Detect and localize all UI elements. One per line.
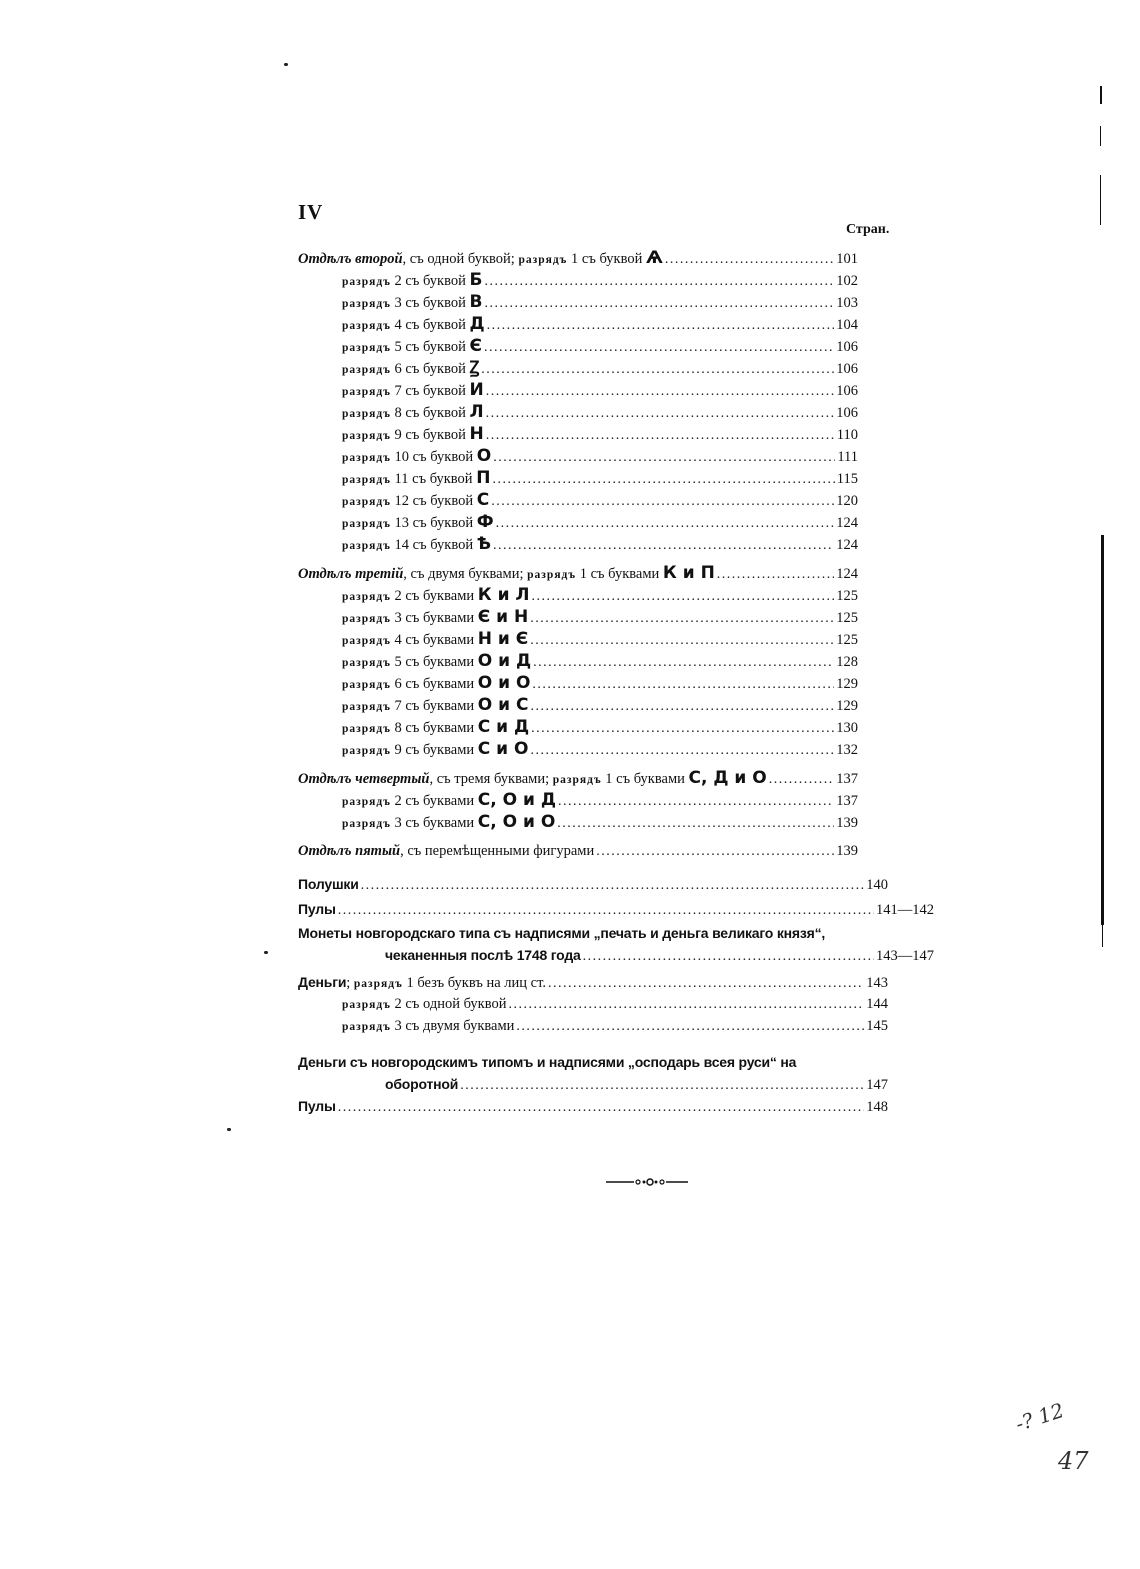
section-label: Отдѣлъ второй [298,251,403,267]
razryad-label: разрядъ [342,320,391,332]
toc-entry [342,716,858,738]
razryad-number: 13 съ буквой [394,515,474,531]
dot-leader [532,586,835,608]
razryad-label: разрядъ [342,591,391,603]
razryad-number: 2 съ буквой [394,273,466,289]
page-ref: 129 [836,698,858,714]
page-ref: 137 [836,793,858,809]
toc-section-5-heading [298,840,858,862]
page-ref: 147 [866,1077,888,1093]
letter-glyph: П [476,468,491,488]
section-label: Отдѣлъ пятый [298,843,401,859]
razryad-number: 3 съ буквами [394,610,475,626]
toc-entry [342,606,858,628]
razryad-number: 3 съ буквами [394,815,475,831]
razryad-label: разрядъ [342,452,391,464]
dot-leader [508,994,864,1016]
razryad-label: разрядъ [342,723,391,735]
toc-section-3-heading [298,562,858,584]
page-column-header: Стран. [846,222,890,237]
page-ref: 110 [836,427,858,443]
dot-leader [484,271,834,293]
toc-monety-line2 [385,944,934,966]
razryad-number: 4 съ буквой [394,317,466,333]
section-rest: , съ тремя буквами; [429,771,550,787]
scan-edge-mark [1102,925,1103,947]
page-ref: 128 [836,654,858,670]
page-ref: 148 [866,1099,888,1115]
dot-leader [596,841,834,863]
dot-leader [665,249,834,271]
page-number: IV [298,200,324,224]
section-label: Отдѣлъ третій [298,566,404,582]
razryad-label: разрядъ [342,276,391,288]
razryad-label: разрядъ [342,386,391,398]
razryad-text: 1 безъ буквъ на лиц ст. [406,975,546,991]
razryad-label: разрядъ [552,774,602,786]
razryad-number: 1 съ буквой [571,251,643,267]
dot-leader [492,469,834,491]
letter-glyph: Н [469,424,484,444]
razryad-label: разрядъ [342,999,391,1011]
dot-leader [484,293,834,315]
letter-glyph: О и С [477,695,529,715]
letter-glyph: Л [469,402,484,422]
dot-leader [491,491,834,513]
razryad-label: разрядъ [342,1021,391,1033]
entry-title: Деньги [298,974,347,990]
toc-entry [342,789,858,811]
dot-leader [486,403,835,425]
page-ref: 111 [837,449,858,465]
page-ref: 106 [836,405,858,421]
page-ref: 145 [866,1018,888,1034]
handwritten-number: 47 [1058,1447,1089,1475]
razryad-number: 2 съ буквами [394,588,475,604]
letter-glyph: В [469,292,483,312]
razryad-number: 4 съ буквами [394,632,475,648]
letter-glyph: С, О и О [477,812,556,832]
razryad-label: разрядъ [353,978,403,990]
letter-glyph: К и П [662,563,715,583]
toc-entry [342,357,858,379]
toc-entry [342,811,858,833]
page-ref: 140 [866,877,888,893]
razryad-number: 8 съ буквами [394,720,475,736]
razryad-label: разрядъ [342,818,391,830]
razryad-label: разрядъ [342,613,391,625]
letter-glyph: С и О [477,739,529,759]
letter-glyph: Є [469,336,482,356]
razryad-label: разрядъ [342,518,391,530]
letter-glyph: Ѣ [476,534,492,554]
page-ref: 106 [836,339,858,355]
razryad-number: 11 съ буквой [394,471,473,487]
entry-title: оборотной [385,1076,459,1092]
page-ref: 139 [836,843,858,859]
razryad-number: 14 съ буквой [394,537,474,553]
entry-text [298,767,767,791]
page-ref: 137 [836,771,858,787]
dot-leader [481,359,834,381]
razryad-number: 7 съ буквой [394,383,466,399]
dot-leader [460,1075,864,1097]
section-label: Отдѣлъ четвертый [298,771,430,787]
toc-entry [342,401,858,423]
entry-title: Полушки [298,876,359,892]
page-ref: 143 [866,975,888,991]
toc-entry [342,584,858,606]
razryad-text: 2 съ одной буквой [394,996,507,1012]
dot-leader [493,447,835,469]
razryad-label: разрядъ [342,408,391,420]
razryad-number: 1 съ буквами [605,771,685,787]
scan-speck [284,63,288,66]
toc-entry [342,694,858,716]
scan-edge-mark [1100,86,1102,104]
toc-puly-2 [298,1095,888,1117]
dot-leader [532,674,834,696]
letter-glyph: Н и Є [477,629,529,649]
entry-text [298,247,663,271]
toc-entry [342,533,858,555]
dot-leader [516,1016,864,1038]
dot-leader [487,315,835,337]
page-ref: 132 [836,742,858,758]
scan-edge-mark [1101,535,1104,925]
toc-entry [342,291,858,313]
letter-glyph: О и Д [477,651,532,671]
page-ref: 125 [836,610,858,626]
scan-edge-mark [1100,175,1101,225]
page-ref: 115 [836,471,858,487]
dot-leader [558,791,834,813]
dot-leader [531,718,834,740]
toc-entry [342,379,858,401]
dot-leader [484,337,834,359]
page-ref: 124 [836,537,858,553]
razryad-number: 2 съ буквами [394,793,475,809]
toc-entry [342,650,858,672]
toc-section-2-heading [298,247,858,269]
page-ref: 125 [836,632,858,648]
razryad-number: 5 съ буквой [394,339,466,355]
entry-text [298,562,715,586]
razryad-number: 5 съ буквами [394,654,475,670]
razryad-label: разрядъ [342,430,391,442]
razryad-label: разрядъ [342,298,391,310]
letter-glyph: Є и Н [477,607,529,627]
dot-leader [548,973,864,995]
dot-leader [338,900,874,922]
page-ref: 141—142 [876,902,934,918]
ornament-divider [606,1172,688,1192]
letter-glyph: Ѧ [645,248,663,268]
section-rest: , съ одной буквой; [402,251,515,267]
razryad-label: разрядъ [342,679,391,691]
dot-leader [493,535,834,557]
toc-entry [342,993,888,1015]
dot-leader [496,513,835,535]
dot-leader [338,1097,865,1119]
page-ref: 130 [836,720,858,736]
page-ref: 102 [836,273,858,289]
page-ref: 124 [836,515,858,531]
page-ref: 124 [836,566,858,582]
dot-leader [361,875,865,897]
letter-glyph: Ꙁ [469,358,480,378]
page-ref: 101 [836,251,858,267]
dot-leader [486,425,835,447]
letter-glyph: С, О и Д [477,790,556,810]
razryad-label: разрядъ [342,657,391,669]
razryad-label: разрядъ [342,745,391,757]
dot-leader [530,696,834,718]
dot-leader [769,769,835,791]
page-ref: 103 [836,295,858,311]
razryad-label: разрядъ [342,496,391,508]
razryad-text: 3 съ двумя буквами [394,1018,515,1034]
razryad-number: 6 съ буквой [394,361,466,377]
toc-dengi-novg-line2 [385,1073,888,1095]
razryad-number: 1 съ буквами [579,566,660,582]
section-rest: , съ перемѣщенными фигурами [400,843,595,859]
letter-glyph: О и О [477,673,531,693]
toc-entry [342,467,858,489]
razryad-number: 10 съ буквой [394,449,474,465]
toc-section-4-heading [298,767,858,789]
letter-glyph: С [476,490,490,510]
page-ref: 104 [836,317,858,333]
dot-leader [583,946,874,968]
entry-title: чеканенныя послѣ 1748 года [385,947,581,963]
razryad-label: разрядъ [518,254,568,266]
dot-leader [717,564,834,586]
scan-speck [264,951,268,954]
toc-entry [342,445,858,467]
toc-entry [342,511,858,533]
razryad-number: 6 съ буквами [394,676,475,692]
dot-leader [486,381,835,403]
separator: ; [346,975,351,991]
toc-entry [342,335,858,357]
scan-edge-mark [1100,126,1101,146]
page-ref: 139 [836,815,858,831]
letter-glyph: Б [469,270,483,290]
entry-title: Пулы [298,901,336,917]
dot-leader [530,740,834,762]
dot-leader [530,630,834,652]
page-ref: 106 [836,383,858,399]
page-ref: 143—147 [876,948,934,964]
razryad-label: разрядъ [342,342,391,354]
toc-entry [342,672,858,694]
dot-leader [530,608,834,630]
letter-glyph: Ф [476,512,494,532]
razryad-label: разрядъ [342,540,391,552]
page-ref: 120 [836,493,858,509]
handwritten-note: -? 12 [1012,1397,1067,1437]
razryad-number: 3 съ буквой [394,295,466,311]
toc-puly [298,898,934,920]
razryad-number: 9 съ буквой [394,427,466,443]
razryad-label: разрядъ [342,701,391,713]
page-ref: 106 [836,361,858,377]
razryad-label: разрядъ [342,474,391,486]
dot-leader [557,813,834,835]
dot-leader [533,652,834,674]
toc-entry [342,1015,888,1037]
razryad-label: разрядъ [342,635,391,647]
letter-glyph: С и Д [477,717,530,737]
page-ref: 125 [836,588,858,604]
toc-entry [342,269,858,291]
razryad-label: разрядъ [342,364,391,376]
letter-glyph: С, Д и О [688,768,767,788]
razryad-number: 12 съ буквой [394,493,474,509]
toc-entry [342,628,858,650]
letter-glyph: О [476,446,492,466]
toc-entry [342,489,858,511]
letter-glyph: И [469,380,484,400]
razryad-label: разрядъ [527,569,577,581]
scan-speck [227,1128,231,1131]
toc-monety-line1: Монеты новгородскаго типа съ надписями „печать и деньга великаго князя“, [298,925,826,941]
razryad-label: разрядъ [342,796,391,808]
razryad-number: 7 съ буквами [394,698,475,714]
toc-dengi-novg-line1: Деньги съ новгородскимъ типомъ и надписями „осподарь всея руси“ на [298,1054,797,1070]
toc-entry [342,423,858,445]
toc-entry [342,313,858,335]
section-rest: , съ двумя буквами; [403,566,524,582]
toc-dengi [298,971,888,993]
letter-glyph: К и Л [477,585,530,605]
page-ref: 129 [836,676,858,692]
razryad-number: 9 съ буквами [394,742,475,758]
page-ref: 144 [866,996,888,1012]
toc-entry [342,738,858,760]
razryad-number: 8 съ буквой [394,405,466,421]
toc-polushki [298,873,888,895]
letter-glyph: Д [469,314,485,334]
entry-title: Пулы [298,1098,336,1114]
